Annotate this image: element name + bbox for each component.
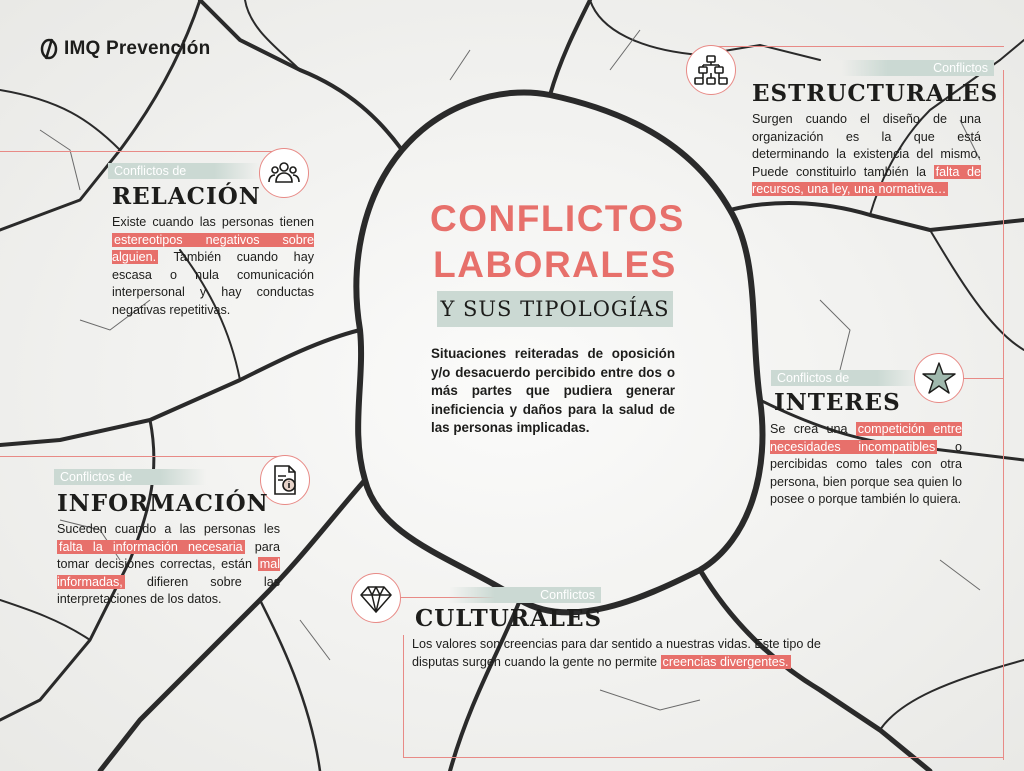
subtitle: Y SUS TIPOLOGÍAS (437, 291, 673, 327)
interes-text-end: o percibidas como tales con otra persona, bien porque sea quien lo posee o porque también lo quiera. (770, 439, 962, 507)
informacion-title: INFORMACIÓN (57, 490, 269, 517)
informacion-text-start: Suceden cuando a las personas les (57, 522, 280, 536)
divider-line (403, 635, 404, 757)
informacion-tag: Conflictos de (54, 469, 206, 485)
people-group-icon (267, 156, 301, 190)
estructurales-icon-badge (686, 45, 736, 95)
interes-tag: Conflictos de (771, 370, 923, 386)
relacion-highlight: estereotipos negativos sobre alguien. (112, 232, 314, 265)
divider-line (0, 456, 282, 457)
divider-line (708, 46, 1004, 47)
informacion-highlight: falta la información necesaria (59, 539, 243, 554)
estructurales-text-start: Surgen cuando el diseño de una organización es la que está determinando la existencia del mismo. Puede constituirlo también la (752, 112, 981, 179)
imq-logo-icon (40, 38, 58, 60)
culturales-icon-badge (351, 573, 401, 623)
estructurales-tag: Conflictos (842, 60, 994, 76)
relacion-text-start: Existe cuando las personas tienen (112, 215, 314, 229)
star-icon (922, 361, 956, 395)
relacion-icon-badge (259, 148, 309, 198)
culturales-tag: Conflictos (449, 587, 601, 603)
main-title-line2: LABORALES (433, 244, 677, 285)
culturales-title: CULTURALES (415, 605, 603, 632)
culturales-text (412, 636, 859, 671)
relacion-text-end: También cuando hay escasa o nula comunicación interpersonal y hay conductas negativas repetitivas. (112, 250, 314, 317)
main-title-line1: CONFLICTOS (430, 198, 685, 239)
divider-line (403, 757, 1004, 758)
diamond-icon (359, 581, 393, 615)
informacion-highlight-2: mal informadas, (57, 557, 280, 589)
interes-highlight: competición entre necesidades incompatibles (770, 422, 962, 454)
org-chart-icon (694, 53, 728, 87)
informacion-text (57, 521, 280, 609)
intro-paragraph: Situaciones reiteradas de oposición y/o desacuerdo percibido entre dos o más partes que pudiera generar ineficiencia y daños para la salud de las personas implicadas. (431, 346, 675, 435)
estructurales-text (752, 111, 981, 199)
relacion-text (112, 214, 314, 320)
relacion-title: RELACIÓN (112, 183, 261, 210)
relacion-tag: Conflictos de (108, 163, 260, 179)
divider-line (0, 151, 288, 152)
culturales-highlight: creencias divergentes. (662, 654, 789, 669)
document-info-icon (268, 463, 302, 497)
divider-line (1003, 70, 1004, 760)
estructurales-title: ESTRUCTURALES (752, 80, 999, 107)
informacion-text-end: difieren sobre las interpretaciones de los datos. (57, 574, 280, 607)
interes-text-start: Se crea una (770, 422, 856, 436)
culturales-text-start: Los valores son creencias para dar sentido a nuestras vidas. Este tipo de disputas surgen cuando la gente no permite (412, 637, 821, 669)
estructurales-highlight: falta de recursos, una ley, una normativa… (752, 164, 981, 197)
interes-icon-badge (914, 353, 964, 403)
interes-title: INTERES (774, 389, 901, 416)
brand-logo (40, 38, 210, 60)
informacion-text-middle: para tomar decisiones correctas, están (57, 539, 280, 572)
interes-text (770, 421, 962, 509)
brand-name: IMQ Prevención (64, 38, 211, 59)
